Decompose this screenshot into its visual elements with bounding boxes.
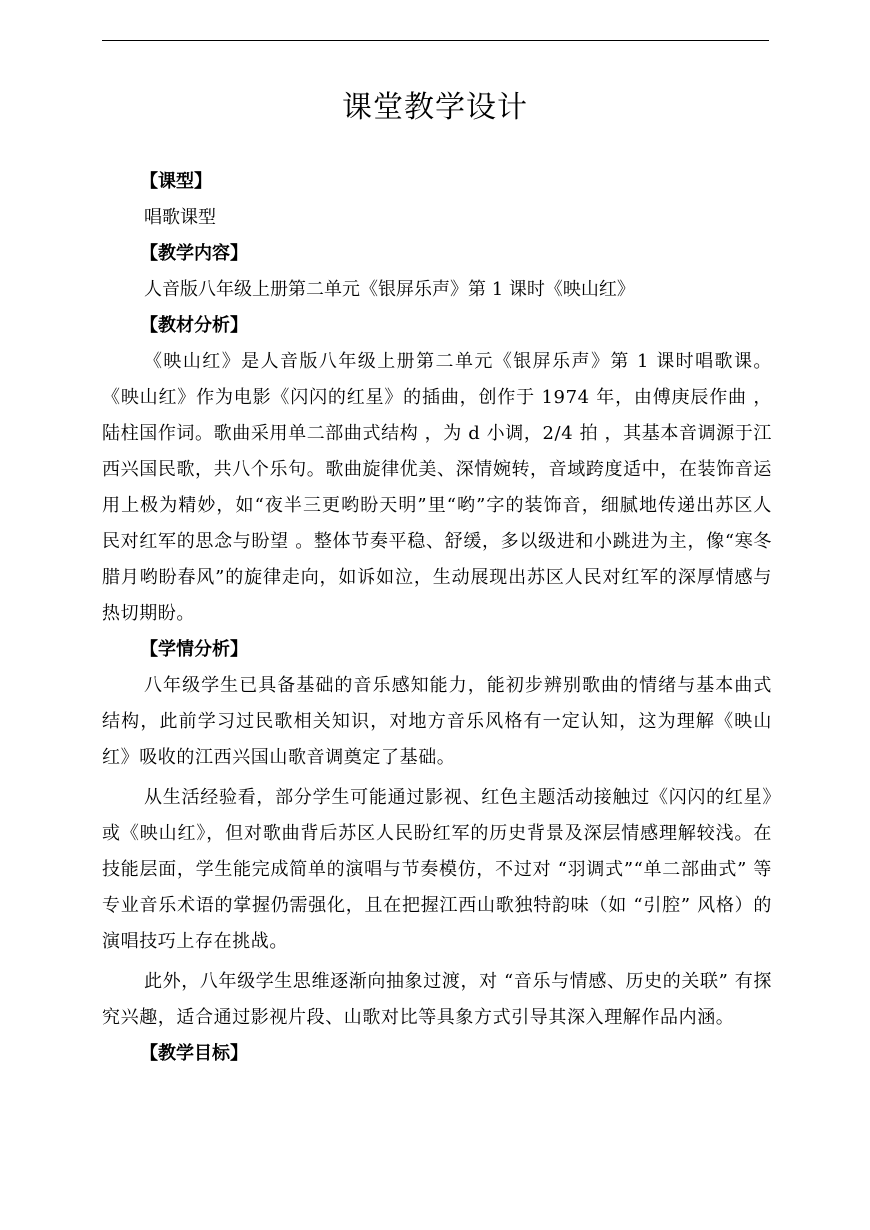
heading-student-analysis: 【学情分析】 [140,639,248,660]
student-analysis-paragraph: 此外，八年级学生思维逐渐向抽象过渡，对 “音乐与情感、历史的关联” 有探究兴趣，适合通过影视片段、山歌对比等具象方式引导其深入理解作品内涵。 [102,971,772,1028]
heading-material-analysis: 【教材分析】 [140,315,248,336]
student-analysis-paragraph: 八年级学生已具备基础的音乐感知能力，能初步辨别歌曲的情绪与基本曲式结构，此前学习过民歌相关知识，对地方音乐风格有一定认知，这为理解《映山红》吸收的江西兴国山歌音调奠定了基础。 [102,675,772,768]
teaching-content-text: 人音版八年级上册第二单元《银屏乐声》第 1 课时《映山红》 [144,279,635,300]
document-body [102,164,772,1072]
header-rule [102,40,769,41]
heading-teaching-objectives: 【教学目标】 [140,1043,248,1064]
document-title: 课堂教学设计 [342,90,528,125]
heading-teaching-content: 【教学内容】 [140,243,248,264]
student-analysis-paragraph: 从生活经验看，部分学生可能通过影视、红色主题活动接触过《闪闪的红星》或《映山红》，但对歌曲背后苏区人民盼红军的历史背景及深层情感理解较浅。在技能层面，学生能完成简单的演唱与节奏模仿，不过对 “羽调式”“单二部曲式” 等专业音乐术语的掌握仍需强化，且在把握江西山歌独特韵味（如 “引腔” 风格）的演唱技巧上存在挑战。 [102,787,772,952]
material-analysis-paragraph: 《映山红》是人音版八年级上册第二单元《银屏乐声》第 1 课时唱歌课。《映山红》作为电影《闪闪的红星》的插曲，创作于 1974 年，由傅庚辰作曲 ，陆柱国作词。歌曲采用单二部曲式结构 ，为 d 小调，2/4 拍 ，其基本音调源于江西兴国民歌，共八个乐句。歌曲旋律优美、深情婉转，音域跨度适中，在装饰音运用上极为精妙，如“夜半三更哟盼天明”里“哟”字的装饰音，细腻地传递出苏区人民对红军的思念与盼望 。整体节奏平稳、舒缓，多以级进和小跳进为主，像“寒冬腊月哟盼春风”的旋律走向，如诉如泣，生动展现出苏区人民对红军的深厚情感与热切期盼。 [102,351,772,624]
lesson-type-text: 唱歌课型 [144,207,216,228]
heading-lesson-type: 【课型】 [140,171,212,192]
